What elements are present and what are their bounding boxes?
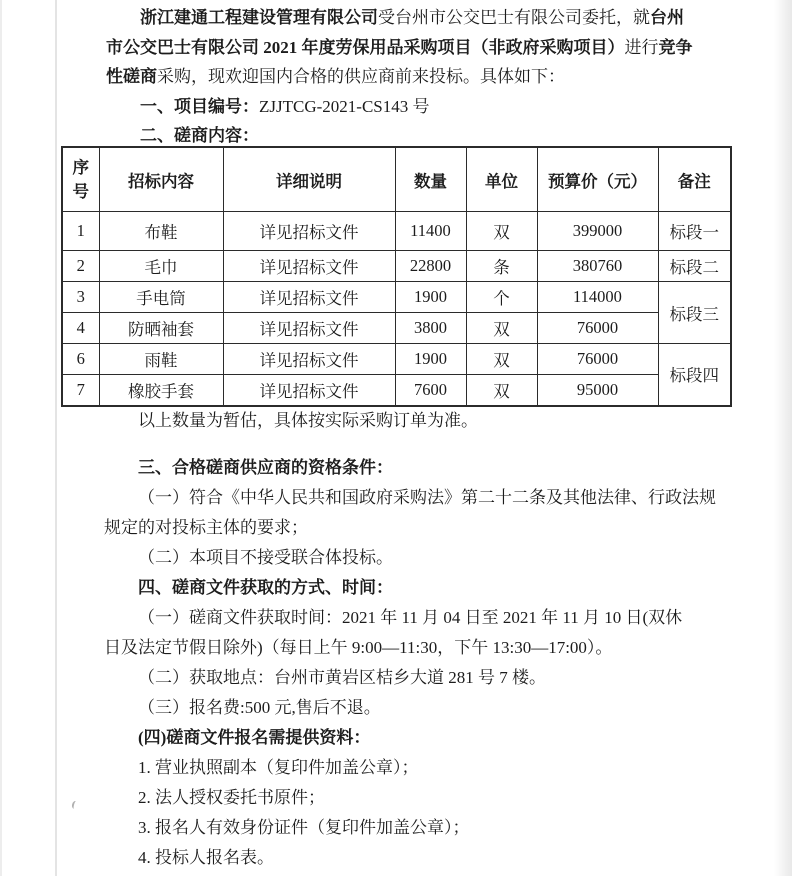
text-line [106,33,706,63]
remark-cell: 标段四 [658,344,731,406]
table-cell: 1900 [395,282,466,313]
table-cell: 76000 [537,344,658,375]
table-cell: 详见招标文件 [223,375,395,406]
text-line [104,783,724,813]
table-cell: 个 [466,282,537,313]
bold-text-segment: 浙江建通工程建设管理有限公司 [140,8,378,27]
text-segment: 3. 报名人有效身份证件（复印件加盖公章）； [138,818,470,837]
table-cell: 3 [62,282,99,313]
table-header-row [62,147,731,212]
text-segment: 规定的对投标主体的要求； [104,518,308,537]
text-line [104,753,724,783]
table-cell: 详见招标文件 [223,212,395,251]
text-segment: 采购，现欢迎国内合格的供应商前来投标。具体如下： [157,67,565,86]
table-row [62,375,731,406]
table-cell: 防晒袖套 [99,313,223,344]
table-cell: 95000 [537,375,658,406]
bold-text-segment: 三、合格磋商供应商的资格条件： [138,458,393,477]
table-header [62,147,731,212]
table-cell: 详见招标文件 [223,282,395,313]
remark-cell: 标段二 [658,251,731,282]
column-header: 详细说明 [223,147,395,212]
table-cell: 雨鞋 [99,344,223,375]
table-cell: 手电筒 [99,282,223,313]
table-cell: 1900 [395,344,466,375]
table-cell: 详见招标文件 [223,251,395,282]
text-line [104,543,724,573]
bold-text-segment: 市公交巴士有限公司 2021 年度劳保用品采购项目（非政府采购项目） [106,37,625,57]
bold-text-segment: 性磋商 [106,67,157,86]
text-line [104,406,724,436]
scan-artifact-line [55,0,57,876]
text-segment: 进行 [624,37,659,57]
table-row [62,282,731,313]
table-cell: 399000 [537,212,658,251]
table-cell: 详见招标文件 [223,344,395,375]
text-segment: 以上数量为暂估，具体按实际采购订单为准。 [138,411,478,430]
text-line [106,92,706,122]
table-row [62,212,731,251]
table-cell: 7600 [395,375,466,406]
table-row [62,344,731,375]
bold-text-segment: 一、项目编号： [140,96,259,116]
column-header: 单位 [466,147,537,212]
scan-edge-left [0,0,2,876]
table-cell: 双 [466,313,537,344]
table-cell: 4 [62,313,99,344]
procurement-table [61,146,732,407]
column-header: 预算价（元） [537,147,658,212]
column-header: 备注 [658,147,731,212]
text-line [104,663,724,693]
text-line [104,693,724,723]
text-line [104,513,724,543]
table-cell: 双 [466,212,537,251]
table-cell: 毛巾 [99,251,223,282]
bold-text-segment: 四、磋商文件获取的方式、时间： [138,578,393,597]
text-line [104,843,724,873]
table-cell: 橡胶手套 [99,375,223,406]
bold-text-segment: 台州 [650,8,684,27]
text-line [104,453,724,483]
table-row [62,251,731,282]
text-segment: （二）本项目不接受联合体投标。 [138,548,393,567]
table-cell: 双 [466,344,537,375]
table-cell: 3800 [395,313,466,344]
text-segment: （三）报名费:500 元,售后不退。 [138,698,381,717]
text-segment: 受台州市公交巴士有限公司委托，就 [378,8,650,27]
text-segment: ZJJTCG-2021-CS143 号 [259,96,430,116]
text-line [104,483,724,513]
remark-cell: 标段三 [658,282,731,344]
text-segment: （一）符合《中华人民共和国政府采购法》第二十二条及其他法律、行政法规 [138,488,716,507]
text-line [104,573,724,603]
text-line [104,723,724,753]
table-cell: 114000 [537,282,658,313]
column-header: 序号 [62,147,99,212]
text-line [106,3,706,33]
bold-text-segment: (四)磋商文件报名需提供资料： [138,728,371,747]
text-line [104,603,724,633]
body-section [104,406,724,873]
table-cell: 6 [62,344,99,375]
text-segment: 2. 法人授权委托书原件； [138,788,325,807]
scan-edge-right [774,0,792,876]
bold-text-segment: 二、磋商内容： [140,126,259,145]
bold-text-segment: 竞争 [658,37,693,57]
table-cell: 7 [62,375,99,406]
text-line [106,62,706,92]
column-header: 数量 [395,147,466,212]
table-body [62,212,731,406]
table-cell: 详见招标文件 [223,313,395,344]
text-segment: 日及法定节假日除外)（每日上午 9:00—11:30，下午 13:30—17:00）。 [104,638,613,657]
text-segment: （一）磋商文件获取时间：2021 年 11 月 04 日至 2021 年 11 月 10 日(双休 [138,608,683,627]
column-header: 招标内容 [99,147,223,212]
remark-cell: 标段一 [658,212,731,251]
text-segment: （二）获取地点：台州市黄岩区桔乡大道 281 号 7 楼。 [138,668,546,687]
intro-section [106,3,706,151]
text-line [104,633,724,663]
table-cell: 条 [466,251,537,282]
table-cell: 布鞋 [99,212,223,251]
table-cell: 1 [62,212,99,251]
scan-speck [71,800,79,809]
table-cell: 76000 [537,313,658,344]
table-cell: 双 [466,375,537,406]
text-line [104,813,724,843]
table-cell: 11400 [395,212,466,251]
text-segment: 4. 投标人报名表。 [138,848,274,867]
table-cell: 380760 [537,251,658,282]
table-cell: 22800 [395,251,466,282]
text-segment: 1. 营业执照副本（复印件加盖公章）； [138,758,419,777]
table-row [62,313,731,344]
table-cell: 2 [62,251,99,282]
